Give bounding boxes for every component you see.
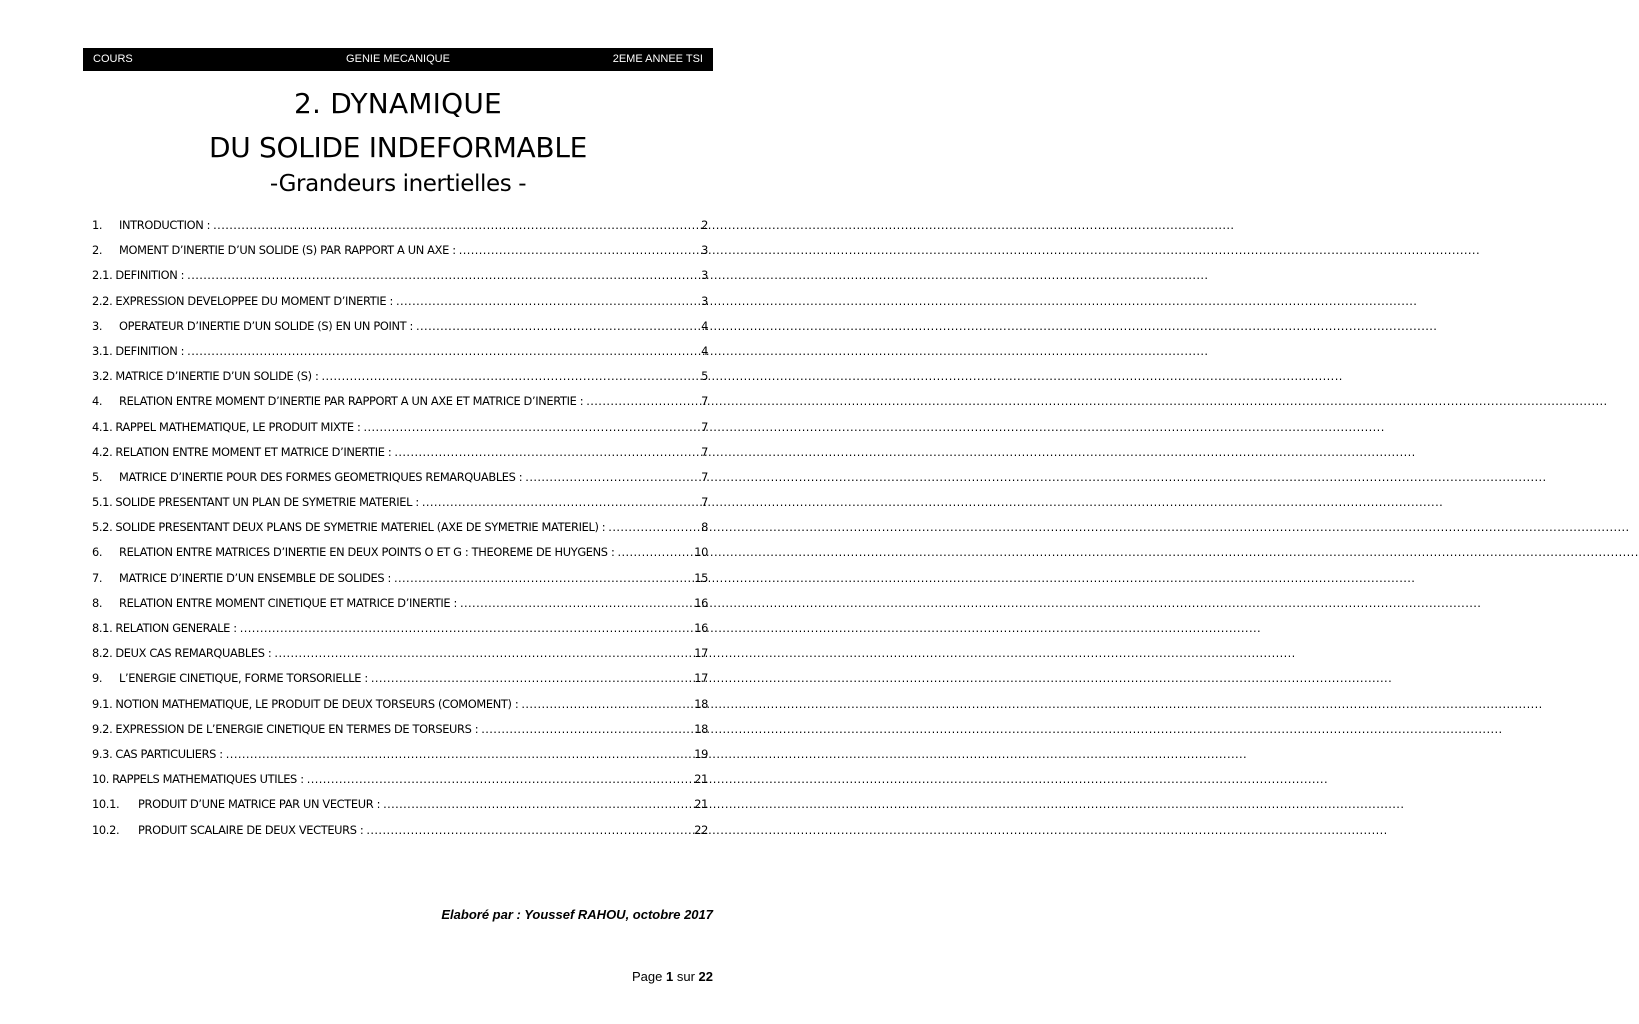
toc-entry[interactable] bbox=[92, 767, 708, 792]
toc-entry[interactable] bbox=[92, 515, 708, 540]
toc-entry[interactable] bbox=[92, 692, 708, 717]
toc-entry[interactable] bbox=[92, 666, 708, 691]
page-number bbox=[632, 969, 713, 984]
toc-dot-leader bbox=[213, 213, 697, 238]
toc-entry-page: 21 bbox=[694, 797, 708, 812]
toc-entry-title: SOLIDE PRESENTANT UN PLAN DE SYMETRIE MATERIEL : bbox=[115, 495, 419, 510]
toc-entry-number: 8.1. bbox=[92, 621, 113, 635]
toc-entry-page: 17 bbox=[694, 646, 708, 661]
toc-entry-title: DEFINITION : bbox=[115, 268, 185, 283]
toc-entry-page: 18 bbox=[694, 721, 708, 736]
toc-entry-number: 3.2. bbox=[92, 369, 113, 384]
toc-entry[interactable] bbox=[92, 591, 708, 616]
table-of-contents bbox=[92, 213, 708, 843]
toc-entry-number: 5.1. bbox=[92, 495, 113, 510]
toc-dot-leader bbox=[525, 465, 697, 490]
page-total: 22 bbox=[698, 969, 713, 984]
toc-entry-page: 7 bbox=[701, 419, 708, 434]
toc-entry-title: SOLIDE PRESENTANT DEUX PLANS DE SYMETRIE MATERIEL (AXE DE SYMETRIE MATERIEL) : bbox=[115, 520, 606, 535]
page-mid: sur bbox=[673, 969, 699, 984]
toc-entry-title: RELATION ENTRE MATRICES D’INERTIE EN DEUX POINTS O ET G : THEOREME DE HUYGENS : bbox=[119, 545, 615, 560]
toc-entry[interactable] bbox=[92, 792, 708, 817]
document-title-line-2: DU SOLIDE INDEFORMABLE bbox=[208, 131, 588, 164]
toc-entry[interactable] bbox=[92, 818, 708, 843]
toc-dot-leader bbox=[240, 616, 690, 641]
toc-entry-number: 1. bbox=[92, 218, 103, 232]
toc-entry[interactable] bbox=[92, 440, 708, 465]
toc-entry-number: 8.2. bbox=[92, 646, 113, 661]
toc-entry-page: 4 bbox=[701, 318, 708, 333]
toc-entry-title: NOTION MATHEMATIQUE, LE PRODUIT DE DEUX TORSEURS (COMOMENT) : bbox=[115, 696, 519, 711]
toc-entry-number: 10.1. bbox=[92, 797, 120, 812]
toc-entry-page: 19 bbox=[694, 746, 708, 761]
toc-entry-number: 2.1. bbox=[92, 268, 113, 283]
toc-dot-leader bbox=[187, 263, 697, 288]
toc-dot-leader bbox=[459, 238, 697, 263]
toc-entry-number: 5. bbox=[92, 469, 103, 484]
toc-entry-title: RELATION GENERALE : bbox=[115, 621, 237, 635]
toc-entry[interactable] bbox=[92, 540, 708, 565]
toc-entry-page: 17 bbox=[694, 671, 708, 686]
toc-entry-title: PRODUIT D’UNE MATRICE PAR UN VECTEUR : bbox=[138, 797, 381, 812]
toc-entry-page: 15 bbox=[694, 570, 708, 585]
toc-entry-title: EXPRESSION DEVELOPPEE DU MOMENT D’INERTIE : bbox=[115, 293, 393, 308]
toc-entry-page: 16 bbox=[694, 595, 708, 610]
toc-entry-title: MATRICE D’INERTIE D’UN SOLIDE (S) : bbox=[115, 369, 319, 384]
toc-entry[interactable] bbox=[92, 238, 708, 263]
header-left-label: COURS bbox=[93, 53, 133, 65]
toc-dot-leader bbox=[363, 415, 697, 440]
header-center-label: GENIE MECANIQUE bbox=[346, 53, 450, 65]
toc-entry-page: 3 bbox=[701, 243, 708, 258]
toc-entry-number: 10. bbox=[92, 772, 110, 787]
toc-entry-title: RELATION ENTRE MOMENT CINETIQUE ET MATRICE D’INERTIE : bbox=[119, 595, 457, 610]
toc-entry-number: 4.2. bbox=[92, 444, 113, 459]
toc-dot-leader bbox=[586, 389, 697, 414]
toc-entry-number: 2. bbox=[92, 243, 103, 258]
toc-entry-title: PRODUIT SCALAIRE DE DEUX VECTEURS : bbox=[138, 822, 364, 837]
toc-entry-title: EXPRESSION DE L’ENERGIE CINETIQUE EN TERMES DE TORSEURS : bbox=[115, 721, 479, 736]
toc-entry-title: RELATION ENTRE MOMENT ET MATRICE D’INERTIE : bbox=[115, 444, 392, 459]
toc-entry-number: 10.2. bbox=[92, 822, 120, 837]
toc-dot-leader bbox=[226, 742, 690, 767]
toc-entry-page: 18 bbox=[694, 696, 708, 711]
toc-entry[interactable] bbox=[92, 490, 708, 515]
toc-dot-leader bbox=[608, 515, 697, 540]
toc-entry-page: 2 bbox=[701, 218, 708, 232]
toc-dot-leader bbox=[394, 440, 697, 465]
toc-entry-page: 8 bbox=[701, 520, 708, 535]
toc-entry-number: 4. bbox=[92, 394, 103, 409]
toc-entry-title: DEUX CAS REMARQUABLES : bbox=[115, 646, 272, 661]
toc-dot-leader bbox=[396, 289, 697, 314]
document-title-line-1: 2. DYNAMIQUE bbox=[294, 87, 502, 120]
toc-entry-number: 5.2. bbox=[92, 520, 113, 535]
toc-entry-page: 22 bbox=[694, 822, 708, 837]
page-prefix: Page bbox=[632, 969, 666, 984]
toc-entry-number: 7. bbox=[92, 570, 103, 585]
toc-entry[interactable] bbox=[92, 314, 708, 339]
toc-entry-page: 21 bbox=[694, 772, 708, 787]
document-subtitle: -Grandeurs inertielles - bbox=[269, 171, 527, 197]
toc-entry[interactable] bbox=[92, 213, 708, 238]
toc-entry-page: 7 bbox=[701, 394, 708, 409]
toc-entry-number: 9.3. bbox=[92, 746, 113, 761]
toc-dot-leader bbox=[617, 540, 690, 565]
toc-entry-title: RAPPELS MATHEMATIQUES UTILES : bbox=[112, 772, 304, 787]
toc-entry[interactable] bbox=[92, 263, 708, 288]
toc-entry-number: 9.2. bbox=[92, 721, 113, 736]
toc-entry[interactable] bbox=[92, 566, 708, 591]
toc-entry-number: 2.2. bbox=[92, 293, 113, 308]
toc-entry-page: 16 bbox=[694, 621, 708, 635]
toc-entry-title: CAS PARTICULIERS : bbox=[115, 746, 223, 761]
toc-dot-leader bbox=[187, 339, 697, 364]
toc-entry-number: 3.1. bbox=[92, 343, 113, 358]
toc-dot-leader bbox=[321, 364, 697, 389]
toc-dot-leader bbox=[481, 717, 690, 742]
toc-entry-title: DEFINITION : bbox=[115, 343, 185, 358]
toc-entry-page: 7 bbox=[701, 444, 708, 459]
toc-entry-number: 9.1. bbox=[92, 696, 113, 711]
header-right-label: 2EME ANNEE TSI bbox=[612, 53, 703, 65]
toc-dot-leader bbox=[383, 792, 690, 817]
author-credit: Elaboré par : Youssef RAHOU, octobre 2017 bbox=[441, 907, 713, 922]
toc-dot-leader bbox=[366, 818, 690, 843]
toc-entry-page: 3 bbox=[701, 293, 708, 308]
toc-dot-leader bbox=[394, 566, 690, 591]
toc-entry-number: 6. bbox=[92, 545, 103, 560]
toc-entry-page: 7 bbox=[701, 469, 708, 484]
toc-entry-page: 7 bbox=[701, 495, 708, 510]
toc-entry[interactable] bbox=[92, 641, 708, 666]
running-header bbox=[83, 48, 713, 71]
toc-dot-leader bbox=[422, 490, 697, 515]
toc-entry[interactable] bbox=[92, 389, 708, 414]
toc-entry-title: INTRODUCTION : bbox=[119, 218, 211, 232]
toc-entry[interactable] bbox=[92, 415, 708, 440]
toc-dot-leader bbox=[307, 767, 691, 792]
toc-entry-page: 5 bbox=[701, 369, 708, 384]
toc-dot-leader bbox=[460, 591, 690, 616]
toc-entry-title: RAPPEL MATHEMATIQUE, LE PRODUIT MIXTE : bbox=[115, 419, 361, 434]
toc-entry-title: RELATION ENTRE MOMENT D’INERTIE PAR RAPPORT A UN AXE ET MATRICE D’INERTIE : bbox=[119, 394, 584, 409]
toc-entry-number: 4.1. bbox=[92, 419, 113, 434]
toc-entry[interactable] bbox=[92, 717, 708, 742]
page-current: 1 bbox=[666, 969, 674, 984]
toc-entry-title: L’ENERGIE CINETIQUE, FORME TORSORIELLE : bbox=[119, 671, 368, 686]
toc-entry[interactable] bbox=[92, 339, 708, 364]
toc-entry[interactable] bbox=[92, 364, 708, 389]
toc-entry-number: 9. bbox=[92, 671, 103, 686]
toc-entry[interactable] bbox=[92, 616, 708, 641]
toc-entry-title: MOMENT D’INERTIE D’UN SOLIDE (S) PAR RAPPORT A UN AXE : bbox=[119, 243, 456, 258]
toc-entry-title: MATRICE D’INERTIE POUR DES FORMES GEOMETRIQUES REMARQUABLES : bbox=[119, 469, 523, 484]
toc-dot-leader bbox=[371, 666, 690, 691]
toc-dot-leader bbox=[274, 641, 690, 666]
toc-entry[interactable] bbox=[92, 465, 708, 490]
toc-entry-page: 3 bbox=[701, 268, 708, 283]
toc-entry[interactable] bbox=[92, 742, 708, 767]
toc-entry[interactable] bbox=[92, 289, 708, 314]
toc-dot-leader bbox=[521, 692, 690, 717]
toc-entry-page: 10 bbox=[694, 545, 708, 560]
toc-entry-number: 8. bbox=[92, 595, 103, 610]
toc-entry-number: 3. bbox=[92, 318, 103, 333]
toc-entry-page: 4 bbox=[701, 343, 708, 358]
toc-entry-title: MATRICE D’INERTIE D’UN ENSEMBLE DE SOLIDES : bbox=[119, 570, 391, 585]
toc-entry-title: OPERATEUR D’INERTIE D’UN SOLIDE (S) EN UN POINT : bbox=[119, 318, 414, 333]
toc-dot-leader bbox=[416, 314, 697, 339]
